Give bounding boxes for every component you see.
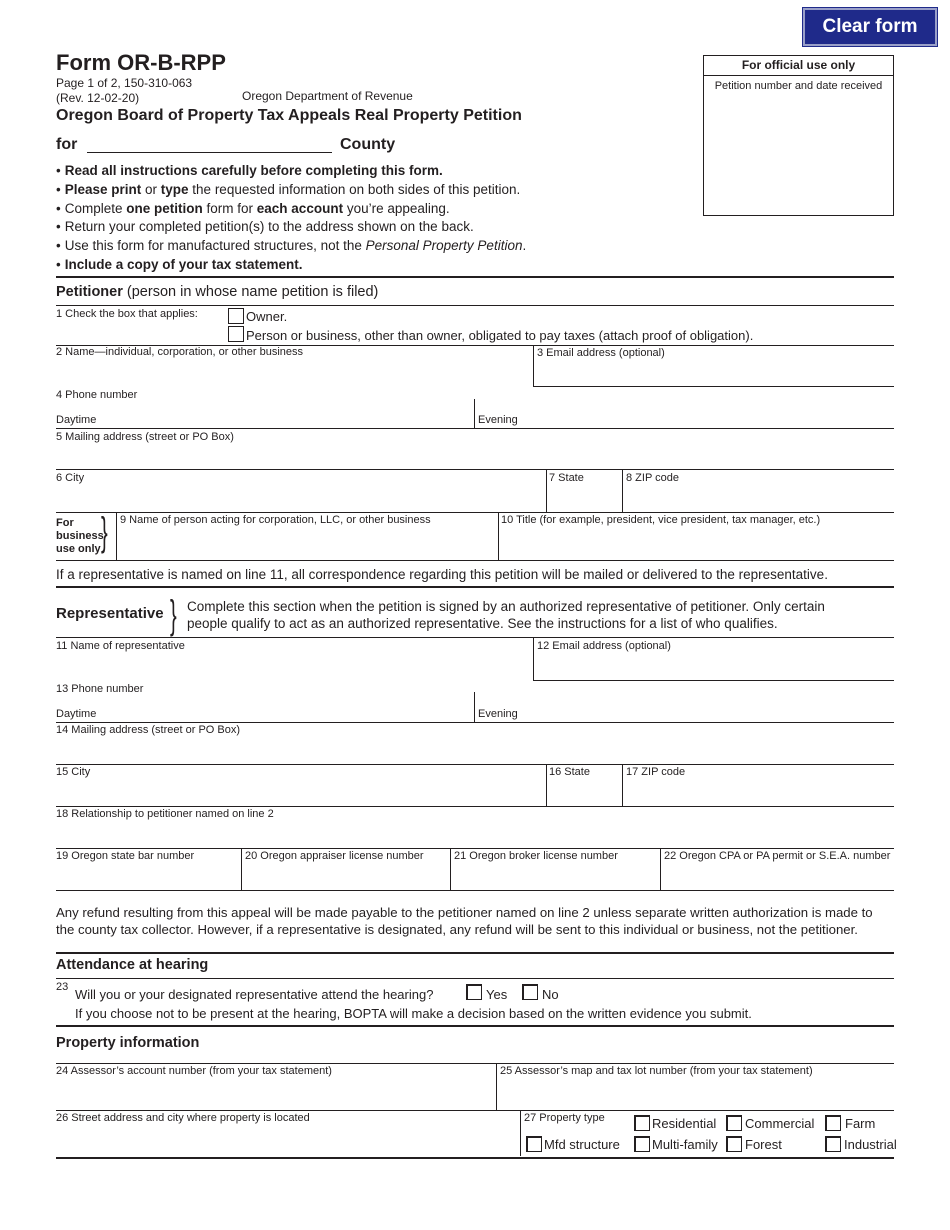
page-info: Page 1 of 2, 150-310-063 <box>56 76 193 90</box>
multifamily-label: Multi-family <box>652 1137 718 1152</box>
farm-label: Farm <box>845 1116 876 1131</box>
form-id: Form OR-B-RPP <box>56 50 226 75</box>
residential-label: Residential <box>652 1116 717 1131</box>
name-field[interactable] <box>56 360 532 385</box>
line21-label: 21 Oregon broker license number <box>454 850 618 862</box>
line16-label: 16 State <box>549 766 590 778</box>
street-address-field[interactable] <box>56 1128 516 1154</box>
account-number-field[interactable] <box>56 1080 492 1106</box>
page-title: Oregon Board of Property Tax Appeals Real Property Petition <box>56 107 522 124</box>
mailing-address-field[interactable] <box>56 445 894 467</box>
mfd-structure-label: Mfd structure <box>544 1137 620 1152</box>
rep-evening-label: Evening <box>478 708 518 720</box>
line18-label: 18 Relationship to petitioner named on line 2 <box>56 808 274 820</box>
line15-label: 15 City <box>56 766 91 778</box>
refund-notice: Any refund resulting from this appeal will be made payable to the petitioner named on line 2 unless separate written authorization is made to the county tax collector. However, if a representative is designated, any refund will be sent to this individual or business, not the petitioner. <box>56 905 873 937</box>
brace-icon: } <box>101 510 108 554</box>
line5-label: 5 Mailing address (street or PO Box) <box>56 431 234 443</box>
official-use-box <box>703 55 894 216</box>
line19-label: 19 Oregon state bar number <box>56 850 195 862</box>
zip-field[interactable] <box>626 486 894 510</box>
attendance-note: If you choose not to be present at the hearing, BOPTA will make a decision based on the written evidence you submit. <box>75 1006 752 1021</box>
title-field[interactable] <box>501 530 894 556</box>
acting-person-field[interactable] <box>120 530 495 556</box>
rep-state-field[interactable] <box>549 780 619 804</box>
instruction-4: • Return your completed petition(s) to the address shown on the back. <box>56 218 696 237</box>
broker-license-field[interactable] <box>454 864 656 888</box>
line26-label: 26 Street address and city where property is located <box>56 1112 310 1124</box>
owner-label: Owner. <box>246 309 288 324</box>
department: Oregon Department of Revenue <box>242 89 413 103</box>
line17-label: 17 ZIP code <box>626 766 686 778</box>
multifamily-checkbox[interactable] <box>634 1136 650 1152</box>
rep-daytime-label: Daytime <box>56 708 97 720</box>
line25-label: 25 Assessor’s map and tax lot number (from your tax statement) <box>500 1065 813 1077</box>
daytime-label: Daytime <box>56 414 97 426</box>
evening-label: Evening <box>478 414 518 426</box>
representative-description: Complete this section when the petition is signed by an authorized representative of petitioner. Only certain people qualify to act as an authorized representative. See the instructions for a list of who qualifies. <box>187 599 825 631</box>
yes-label: Yes <box>486 987 508 1002</box>
business-use-label: For business use only <box>56 517 104 555</box>
line27-label: 27 Property type <box>524 1112 605 1124</box>
rep-daytime-phone-field[interactable] <box>100 698 470 720</box>
daytime-phone-field[interactable] <box>100 404 470 426</box>
residential-checkbox[interactable] <box>634 1115 650 1131</box>
no-checkbox[interactable] <box>522 984 538 1000</box>
no-label: No <box>542 987 559 1002</box>
instruction-2: • Please print or type the requested information on both sides of this petition. <box>56 181 696 200</box>
commercial-checkbox[interactable] <box>726 1115 742 1131</box>
rep-evening-phone-field[interactable] <box>522 698 892 720</box>
official-use-subtitle: Petition number and date received <box>714 80 883 92</box>
official-use-title: For official use only <box>704 56 893 76</box>
instruction-3: • Complete one petition form for each account you’re appealing. <box>56 200 696 219</box>
mfd-structure-checkbox[interactable] <box>526 1136 542 1152</box>
line7-label: 7 State <box>549 472 584 484</box>
obligated-checkbox[interactable] <box>228 326 244 342</box>
yes-checkbox[interactable] <box>466 984 482 1000</box>
line22-label: 22 Oregon CPA or PA permit or S.E.A. number <box>664 850 891 862</box>
line20-label: 20 Oregon appraiser license number <box>245 850 424 862</box>
revision: (Rev. 12-02-20) <box>56 91 140 105</box>
line6-label: 6 City <box>56 472 85 484</box>
line9-label: 9 Name of person acting for corporation, LLC, or other business <box>120 514 431 526</box>
rep-name-field[interactable] <box>56 654 532 678</box>
property-heading: Property information <box>56 1035 200 1051</box>
commercial-label: Commercial <box>745 1116 815 1131</box>
line1-label: 1 Check the box that applies: <box>56 308 198 320</box>
line23-number: 23 <box>56 981 69 993</box>
line2-label: 2 Name—individual, corporation, or other business <box>56 346 304 358</box>
petitioner-heading: Petitioner (person in whose name petition is filed) <box>56 284 379 300</box>
county-input[interactable] <box>87 134 332 152</box>
rep-city-field[interactable] <box>56 780 544 804</box>
clear-form-button[interactable]: Clear form <box>803 8 937 46</box>
line24-label: 24 Assessor’s account number (from your tax statement) <box>56 1065 332 1077</box>
farm-checkbox[interactable] <box>825 1115 841 1131</box>
industrial-checkbox[interactable] <box>825 1136 841 1152</box>
relationship-field[interactable] <box>56 822 894 846</box>
line14-label: 14 Mailing address (street or PO Box) <box>56 724 241 736</box>
attendance-heading: Attendance at hearing <box>56 957 209 973</box>
instruction-1: • Read all instructions carefully before completing this form. <box>56 162 696 181</box>
rep-mailing-address-field[interactable] <box>56 738 894 762</box>
representative-notice: If a representative is named on line 11, all correspondence regarding this petition will be mailed or delivered to the representative. <box>56 567 828 582</box>
line13-label: 13 Phone number <box>56 683 144 695</box>
line4-label: 4 Phone number <box>56 389 138 401</box>
instruction-6: • Include a copy of your tax statement. <box>56 256 696 275</box>
appraiser-license-field[interactable] <box>245 864 447 888</box>
rep-zip-field[interactable] <box>626 780 894 804</box>
state-field[interactable] <box>549 486 619 510</box>
line12-label: 12 Email address (optional) <box>537 640 671 652</box>
email-field[interactable] <box>537 360 894 385</box>
brace-icon: } <box>170 593 177 637</box>
industrial-label: Industrial <box>844 1137 897 1152</box>
map-tax-lot-field[interactable] <box>500 1080 894 1106</box>
forest-label: Forest <box>745 1137 782 1152</box>
attendance-question: Will you or your designated representative attend the hearing? <box>75 987 434 1002</box>
forest-checkbox[interactable] <box>726 1136 742 1152</box>
line3-label: 3 Email address (optional) <box>537 347 665 359</box>
evening-phone-field[interactable] <box>522 404 892 426</box>
bar-number-field[interactable] <box>56 864 238 888</box>
line11-label: 11 Name of representative <box>56 640 185 652</box>
county-label: County <box>340 136 396 153</box>
line10-label: 10 Title (for example, president, vice president, tax manager, etc.) <box>501 514 821 526</box>
instructions <box>56 162 696 275</box>
owner-checkbox[interactable] <box>228 308 244 324</box>
representative-heading: Representative <box>56 605 164 622</box>
obligated-label: Person or business, other than owner, obligated to pay taxes (attach proof of obligation). <box>246 328 754 343</box>
rep-email-field[interactable] <box>537 654 894 678</box>
line8-label: 8 ZIP code <box>626 472 679 484</box>
instruction-5: • Use this form for manufactured structures, not the Personal Property Petition. <box>56 237 696 256</box>
for-label: for <box>56 136 78 153</box>
cpa-permit-field[interactable] <box>664 864 894 888</box>
city-field[interactable] <box>56 486 544 510</box>
